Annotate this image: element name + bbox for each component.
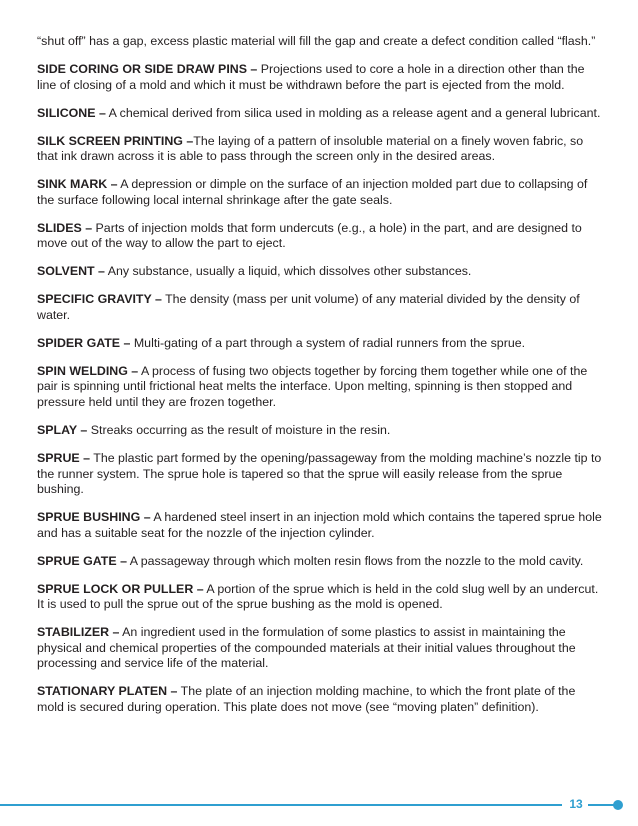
glossary-entry	[37, 510, 603, 541]
entry-definition: The laying of a pattern of insoluble material on a finely woven fabric, so that ink drawn across it is able to pass through the screen only in the desired areas.	[37, 133, 584, 164]
entry-term: SILICONE –	[37, 105, 106, 120]
glossary-entry	[37, 264, 603, 280]
entry-term: SPRUE GATE –	[37, 553, 127, 568]
entry-definition: Projections used to core a hole in a direction other than the line of closing of a mold and which it must be withdrawn before the part is ejected from the mold.	[37, 61, 585, 92]
glossary-entry	[37, 625, 603, 672]
entry-term: SINK MARK –	[37, 177, 118, 192]
footer-dot-icon	[613, 800, 623, 810]
entry-definition: A depression or dimple on the surface of an injection molded part due to collapsing of the surface following local internal shrinkage after the gate seals.	[37, 177, 588, 207]
entry-definition: A passageway through which molten resin flows from the nozzle to the mold cavity.	[126, 553, 584, 568]
entry-definition: Any substance, usually a liquid, which dissolves other substances.	[104, 264, 472, 279]
intro-paragraph: “shut off” has a gap, excess plastic material will fill the gap and create a defect condition called “flash.”	[37, 34, 596, 48]
glossary-entry	[37, 423, 603, 439]
footer-rule	[0, 804, 562, 806]
entry-definition: Streaks occurring as the result of moisture in the resin.	[87, 423, 391, 437]
entry-term: SPRUE BUSHING –	[37, 510, 151, 525]
entry-definition: An ingredient used in the formulation of some plastics to assist in maintaining the physical and chemical properties of the compounded materials at their initial values throughout the processing and service life of the material.	[37, 625, 576, 671]
entry-definition: Parts of injection molds that form undercuts (e.g., a hole) in the part, and are designed to move out of the way to allow the part to eject.	[37, 220, 582, 251]
entry-term: STABILIZER –	[37, 625, 120, 640]
entry-term: SOLVENT –	[37, 264, 105, 279]
glossary-entry	[37, 582, 603, 613]
entry-term: SPECIFIC GRAVITY –	[37, 292, 162, 307]
entry-term: SPIDER GATE –	[37, 335, 131, 350]
entry-term: SPLAY –	[37, 423, 88, 437]
entry-definition: A chemical derived from silica used in molding as a release agent and a general lubricant.	[105, 105, 601, 120]
glossary-entry	[37, 62, 603, 93]
page-number: 13	[569, 797, 583, 811]
entry-term: SILK SCREEN PRINTING –	[37, 133, 194, 148]
entry-term: SIDE CORING OR SIDE DRAW PINS –	[37, 61, 258, 76]
glossary-entry	[37, 684, 603, 715]
glossary-entry	[37, 336, 603, 352]
glossary-entry	[37, 364, 603, 411]
glossary-entry	[37, 134, 603, 165]
entry-term: SPIN WELDING –	[37, 363, 139, 378]
entry-term: SPRUE –	[37, 450, 91, 465]
footer-rule-right	[588, 804, 616, 806]
glossary-entry	[37, 451, 603, 498]
glossary-entry	[37, 221, 603, 252]
entry-definition: A hardened steel insert in an injection mold which contains the tapered sprue hole and has a suitable seat for the nozzle of the injection cylinder.	[37, 510, 602, 540]
glossary-entry	[37, 292, 603, 323]
entry-definition: The density (mass per unit volume) of any material divided by the density of water.	[37, 292, 580, 322]
entry-definition: Multi-gating of a part through a system of radial runners from the sprue.	[130, 335, 526, 350]
glossary-entry	[37, 177, 603, 208]
entry-term: SPRUE LOCK OR PULLER –	[37, 581, 204, 596]
entry-definition: The plate of an injection molding machine, to which the front plate of the mold is secured during operation. This plate does not move (see “moving platen” definition).	[37, 684, 576, 715]
entry-term: STATIONARY PLATEN –	[37, 684, 178, 699]
entry-term: SLIDES –	[37, 220, 93, 235]
entry-definition: The plastic part formed by the opening/passageway from the molding machine’s nozzle tip to the runner system. The sprue hole is tapered so that the sprue will easily release from the sprue bushing.	[37, 450, 602, 497]
glossary-entry	[37, 554, 603, 570]
entry-definition: A process of fusing two objects together by forcing them together while one of the pair is spinning until frictional heat melts the interface. Upon melting, spinning is then stopped and pressure held until they are frozen together.	[37, 363, 588, 410]
glossary-entry	[37, 106, 603, 122]
glossary-content	[37, 34, 603, 728]
entry-definition: A portion of the sprue which is held in the cold slug well by an undercut. It is used to pull the sprue out of the sprue bushing as the mold is opened.	[37, 581, 599, 612]
